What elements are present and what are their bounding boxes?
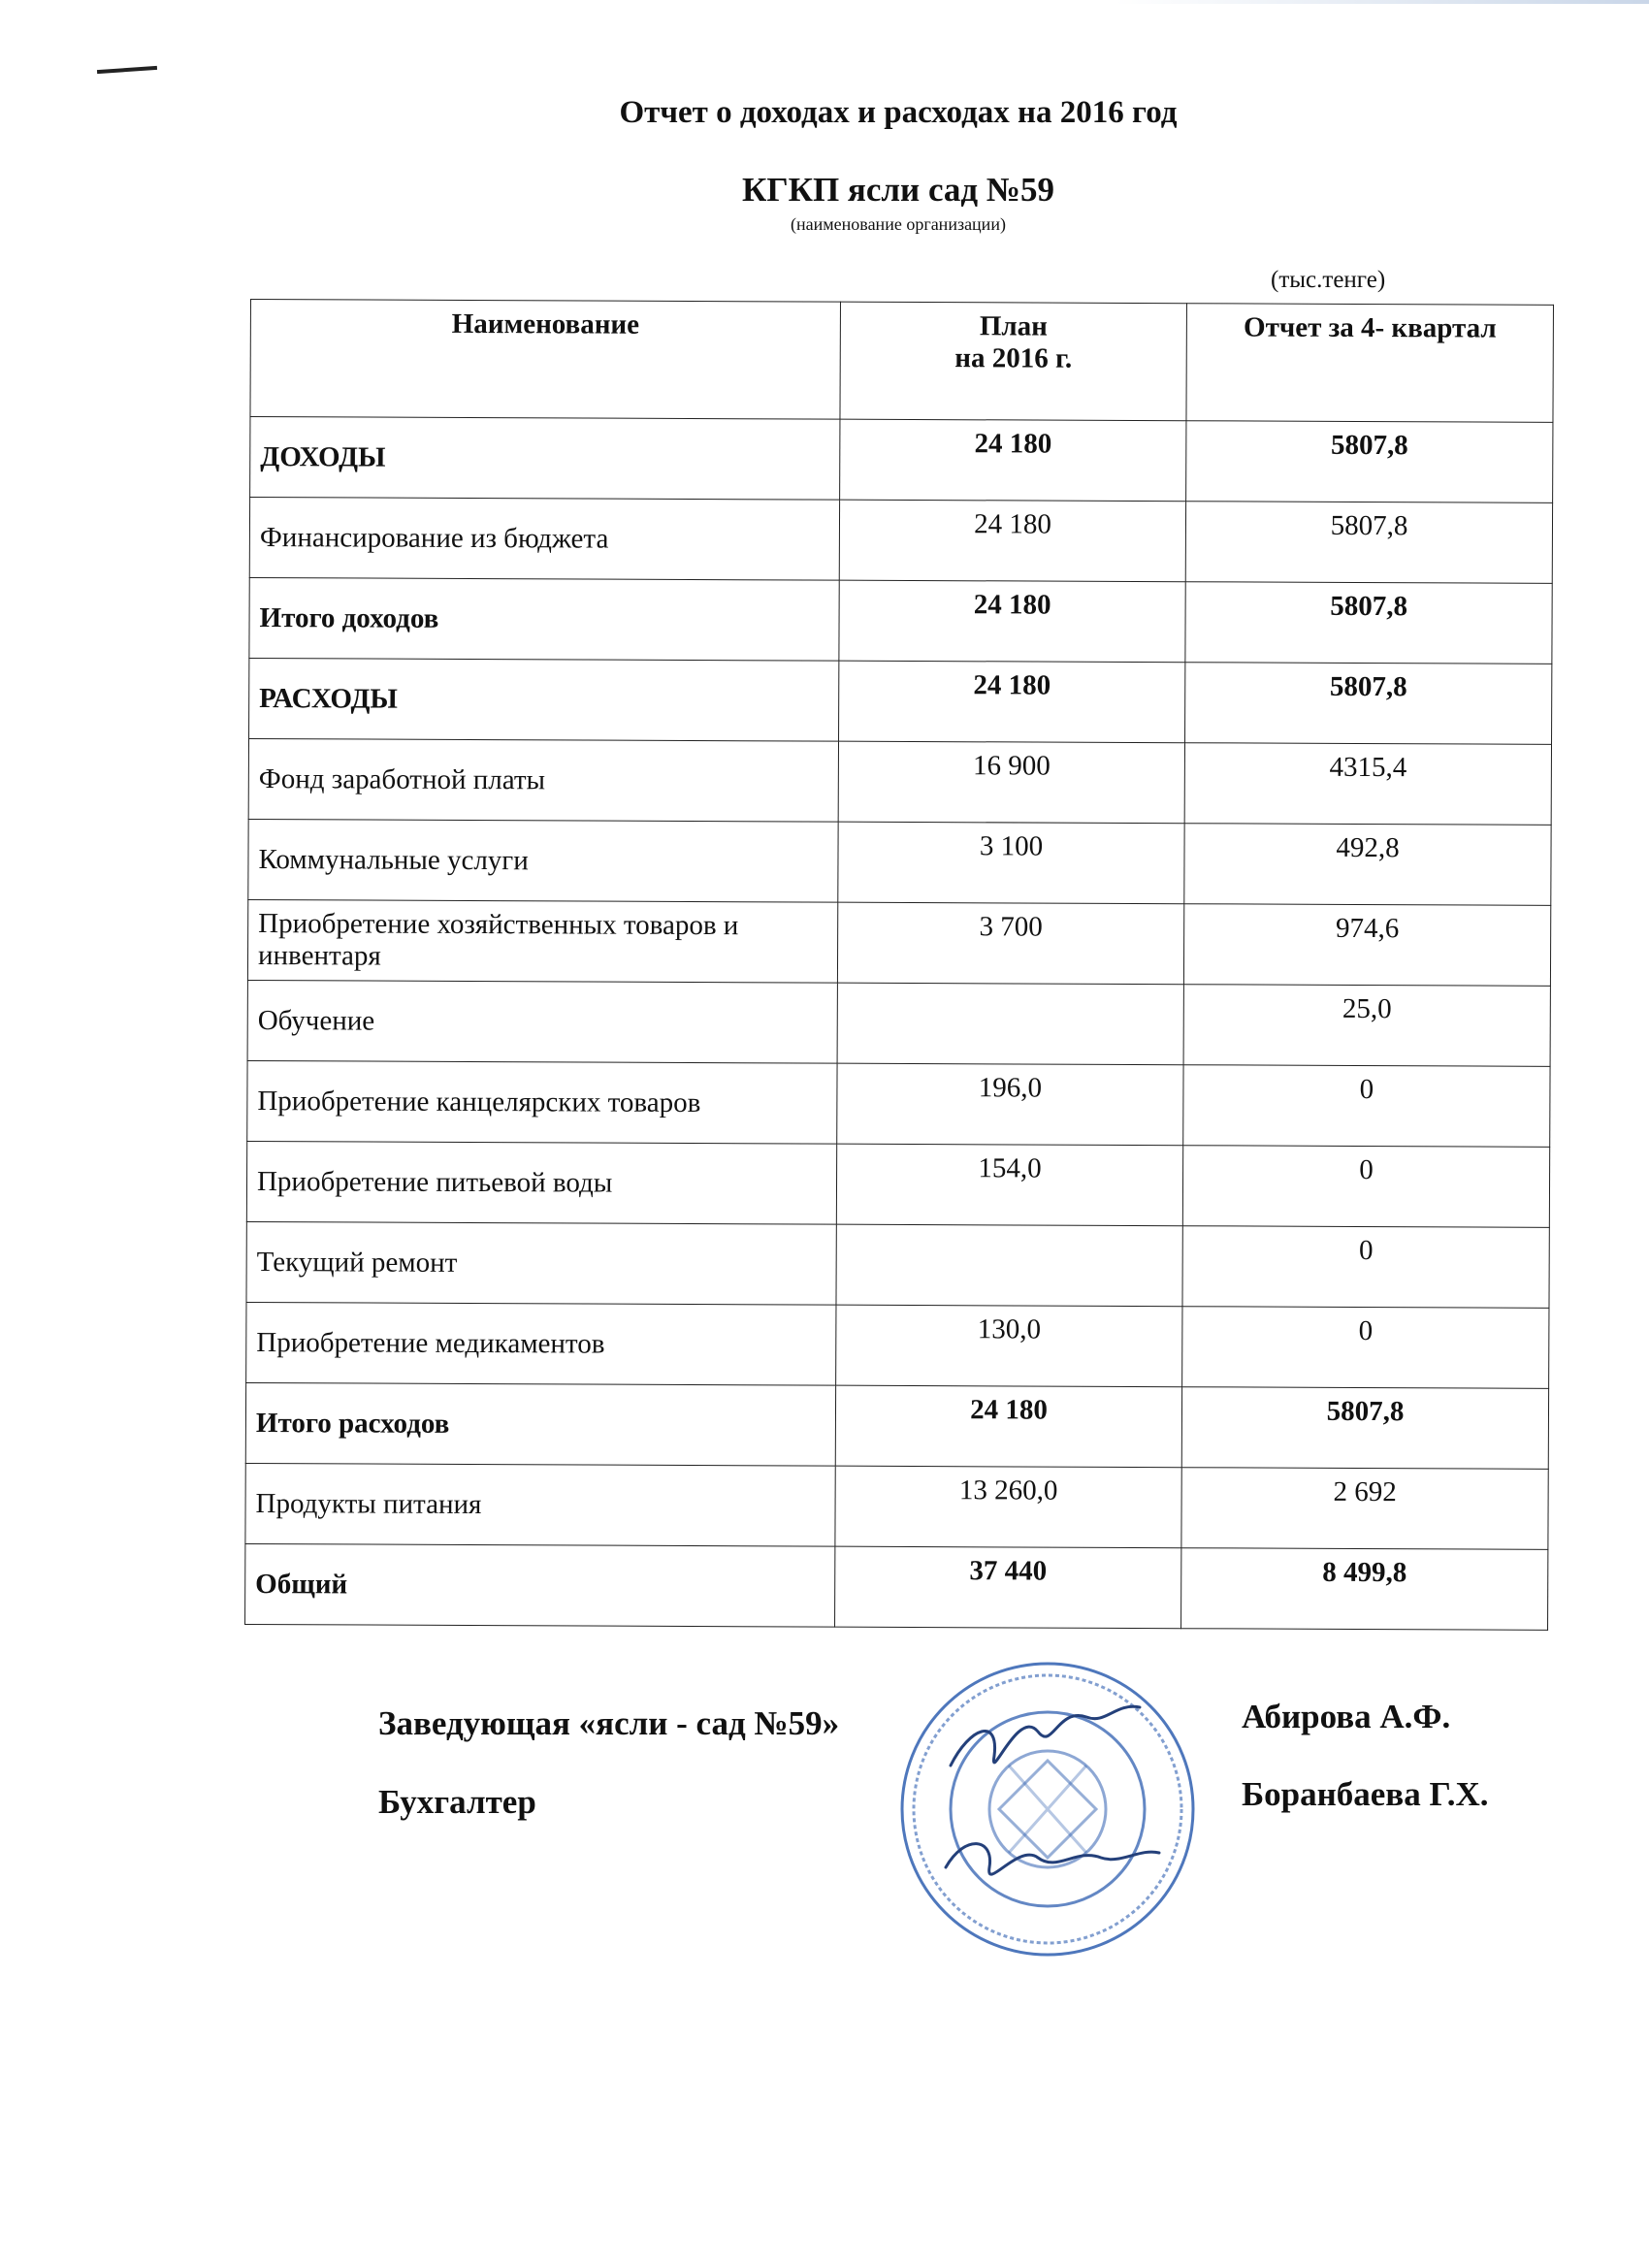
row-name: Приобретение канцелярских товаров (247, 1060, 837, 1144)
table-row (247, 980, 1550, 1066)
row-report: 2 692 (1181, 1468, 1548, 1550)
accountant-name: Боранбаева Г.Х. (1242, 1775, 1489, 1813)
row-name: ДОХОДЫ (250, 417, 840, 501)
scan-mark (97, 66, 157, 74)
row-plan: 3 700 (837, 902, 1183, 985)
row-plan (837, 983, 1183, 1065)
row-name: Текущий ремонт (246, 1221, 836, 1305)
header-plan-line1: План (979, 310, 1048, 342)
row-plan: 24 180 (839, 580, 1185, 663)
row-name: Общий (245, 1543, 835, 1627)
row-report: 5807,8 (1185, 502, 1552, 584)
table-row (249, 658, 1552, 744)
table-row (248, 819, 1551, 905)
units-label: (тыс.тенге) (1271, 267, 1386, 293)
row-plan: 37 440 (835, 1546, 1181, 1629)
row-plan: 16 900 (838, 741, 1184, 824)
row-name: Финансирование из бюджета (249, 498, 839, 581)
row-plan (836, 1224, 1182, 1307)
table-row (249, 498, 1552, 584)
head-name: Абирова А.Ф. (1242, 1698, 1451, 1735)
row-report: 8 499,8 (1181, 1548, 1548, 1631)
row-plan: 24 180 (839, 661, 1185, 743)
row-report: 0 (1182, 1226, 1549, 1309)
table-row (245, 1463, 1548, 1549)
row-report: 5807,8 (1185, 582, 1552, 664)
row-name: Приобретение хозяйственных товаров и инвентаря (247, 899, 837, 983)
row-plan: 196,0 (837, 1063, 1183, 1146)
row-name: Обучение (247, 980, 837, 1063)
row-name: Приобретение питьевой воды (246, 1141, 836, 1224)
table-row (248, 738, 1551, 825)
row-plan: 154,0 (836, 1144, 1182, 1226)
head-title: Заведующая «ясли - сад №59» (378, 1704, 840, 1742)
organization-name: КГКП ясли сад №59 (741, 171, 1055, 209)
header-plan (840, 302, 1187, 421)
row-report: 492,8 (1184, 824, 1551, 906)
row-report: 0 (1182, 1307, 1549, 1389)
row-name: Продукты питания (245, 1463, 835, 1546)
table-row (247, 899, 1550, 986)
row-report: 5807,8 (1185, 663, 1552, 745)
table-row (245, 1382, 1548, 1469)
table-row (246, 1302, 1549, 1388)
scan-edge (1116, 0, 1649, 4)
row-name: Приобретение медикаментов (246, 1302, 836, 1385)
table-row (250, 417, 1553, 503)
row-plan: 13 260,0 (835, 1466, 1181, 1548)
table-header-row (250, 300, 1554, 423)
table-row (247, 1060, 1550, 1147)
row-name: Итого доходов (249, 577, 839, 661)
row-plan: 3 100 (838, 822, 1184, 904)
table-row (246, 1141, 1549, 1227)
table-row (249, 577, 1552, 664)
signature-accountant-icon (946, 1844, 1159, 1875)
table-row (246, 1221, 1549, 1308)
row-name: Итого расходов (245, 1382, 835, 1466)
header-name: Наименование (250, 300, 841, 420)
row-report: 0 (1182, 1146, 1549, 1228)
table-row (245, 1543, 1548, 1630)
row-plan: 130,0 (836, 1305, 1182, 1387)
row-plan: 24 180 (840, 419, 1186, 502)
row-plan: 24 180 (839, 500, 1185, 582)
row-report: 974,6 (1183, 904, 1550, 987)
organization-caption: (наименование организации) (791, 214, 1006, 234)
header-report: Отчет за 4- квартал (1186, 304, 1554, 423)
official-stamp (892, 1649, 1203, 1969)
accountant-title: Бухгалтер (378, 1783, 536, 1821)
report-table (244, 299, 1554, 1631)
row-report: 0 (1183, 1065, 1550, 1148)
row-report: 25,0 (1183, 985, 1550, 1067)
row-report: 4315,4 (1184, 743, 1551, 826)
row-name: Коммунальные услуги (248, 819, 838, 902)
row-name: РАСХОДЫ (249, 658, 839, 741)
row-name: Фонд заработной платы (248, 738, 838, 822)
row-plan: 24 180 (835, 1385, 1181, 1468)
table-body (245, 417, 1553, 1631)
header-plan-line2: на 2016 г. (954, 342, 1073, 374)
row-report: 5807,8 (1181, 1387, 1548, 1470)
row-report: 5807,8 (1186, 421, 1553, 503)
page-title: Отчет о доходах и расходах на 2016 год (619, 95, 1178, 130)
